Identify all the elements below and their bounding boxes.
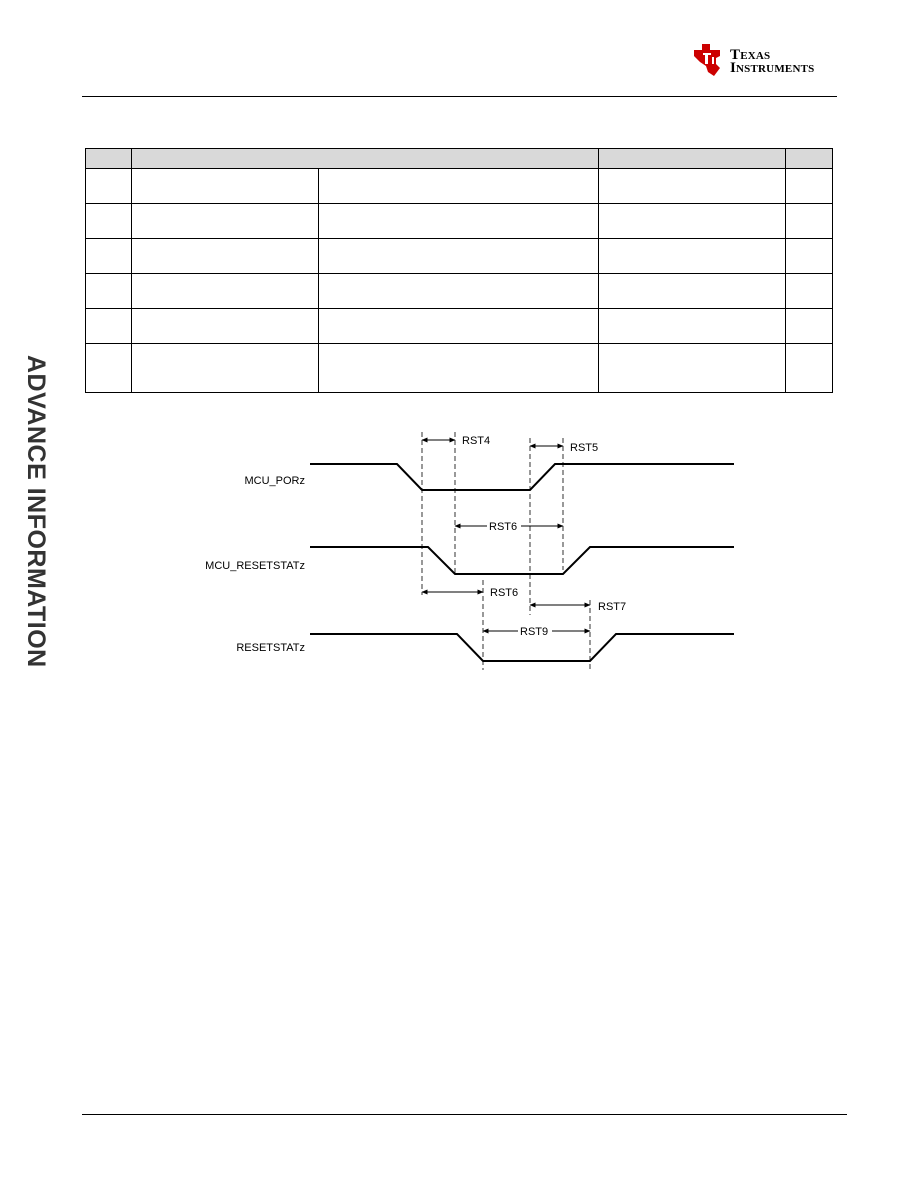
side-banner (20, 355, 50, 695)
interval-label-rst4: RST4 (462, 435, 491, 447)
logo-line-1: Texas (730, 47, 771, 63)
table-row (86, 274, 833, 309)
waveform-mcu-porz (310, 464, 734, 490)
interval-label-rst6-upper: RST6 (489, 521, 518, 533)
header-cell-no (86, 149, 132, 169)
signal-label-mcu-porz: MCU_PORz (244, 475, 305, 487)
signal-label-mcu-resetstatz: MCU_RESETSTATz (205, 560, 305, 572)
reset-timing-diagram (160, 420, 760, 680)
waveform-resetstatz (310, 634, 734, 661)
header-cell-parameter (131, 149, 598, 169)
header-rule (82, 96, 837, 97)
footer-rule (82, 1114, 847, 1115)
table-header-row (86, 149, 833, 169)
table-row (86, 204, 833, 239)
interval-label-rst7: RST7 (598, 601, 627, 613)
table-row (86, 239, 833, 274)
interval-label-rst5: RST5 (570, 442, 599, 454)
logo-line-2: Instruments (730, 60, 815, 76)
interval-label-rst9: RST9 (520, 626, 549, 638)
timing-requirements-table (85, 148, 833, 393)
side-banner-text: ADVANCE INFORMATION (22, 355, 50, 668)
ti-logo-wordmark (730, 49, 814, 75)
table-row (86, 169, 833, 204)
table-row (86, 309, 833, 344)
waveform-mcu-resetstatz (310, 547, 734, 574)
header-cell-unit (786, 149, 833, 169)
ti-logo-icon (690, 42, 724, 78)
table-row (86, 344, 833, 393)
header-cell-value (599, 149, 786, 169)
signal-label-resetstatz: RESETSTATz (236, 642, 305, 654)
ti-logo (690, 42, 840, 82)
interval-label-rst6-lower: RST6 (490, 587, 519, 599)
